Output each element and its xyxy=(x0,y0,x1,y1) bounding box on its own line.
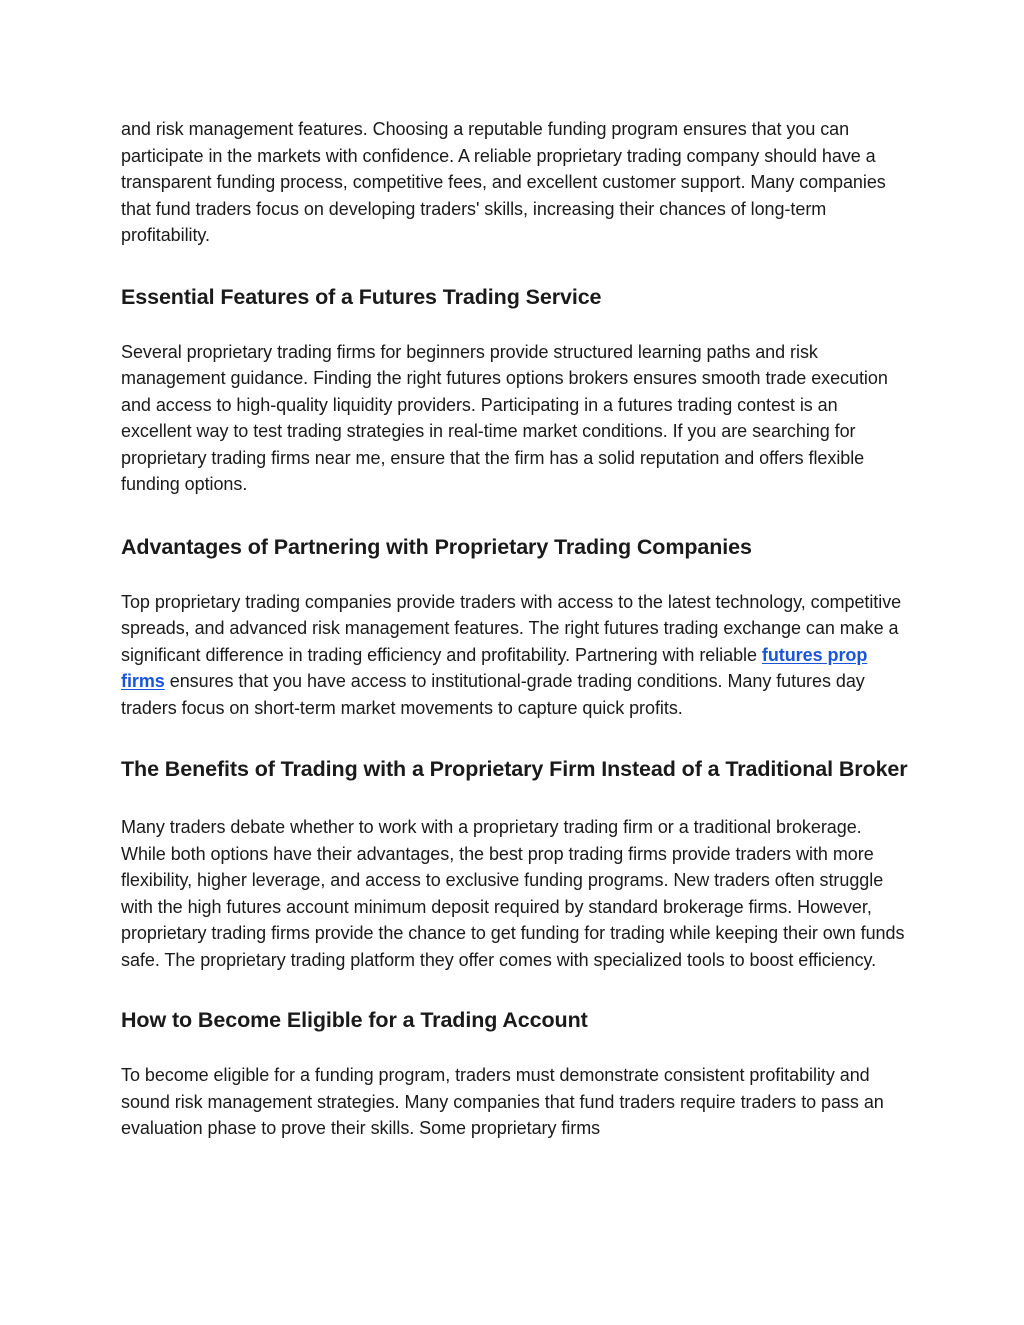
paragraph-text-before-link: Top proprietary trading companies provide traders with access to the latest technology, competitive spreads, and advanced risk management features. The right futures trading exchange can make a significant difference in trading efficiency and profitability. Partnering with reliable xyxy=(121,591,902,665)
section-paragraph-proprietary-vs-broker: Many traders debate whether to work with a proprietary trading firm or a traditional brokerage. While both options have their advantages, the best prop trading firms provide traders with more flexibility, higher leverage, and access to exclusive funding programs. New traders often struggle with the high futures account minimum deposit required by standard brokerage firms. However, proprietary trading firms provide the chance to get funding for trading while keeping their own funds safe. The proprietary trading platform they offer comes with specialized tools to boost efficiency. xyxy=(121,817,905,970)
futures-prop-firms-link[interactable]: futures prop firms xyxy=(121,644,868,691)
section-paragraph-futures-trading-service: Several proprietary trading firms for beginners provide structured learning paths and risk management guidance. Finding the right futures options brokers ensures smooth trade execution and access to high-quality liquidity providers. Participating in a futures trading contest is an excellent way to test trading strategies in real-time market conditions. If you are searching for proprietary trading firms near me, ensure that the firm has a solid reputation and offers flexible funding options. xyxy=(121,341,888,494)
section-heading-proprietary-vs-broker: The Benefits of Trading with a Proprietary Firm Instead of a Traditional Broker xyxy=(121,757,908,781)
section-heading-eligibility: How to Become Eligible for a Trading Account xyxy=(121,1008,588,1032)
intro-paragraph: and risk management features. Choosing a reputable funding program ensures that you can participate in the markets with confidence. A reliable proprietary trading company should have a transparent funding process, competitive fees, and excellent customer support. Many companies that fund traders focus on developing traders' skills, increasing their chances of long-term profitability. xyxy=(121,119,886,245)
section-heading-partnering-advantages: Advantages of Partnering with Proprietary Trading Companies xyxy=(121,534,752,559)
section-heading-futures-trading-service: Essential Features of a Futures Trading Service xyxy=(121,284,602,309)
paragraph-text-after-link: ensures that you have access to institutional-grade trading conditions. Many futures day traders focus on short-term market movements to capture quick profits. xyxy=(121,671,865,718)
section-paragraph-partnering-advantages xyxy=(121,589,911,722)
section-paragraph-eligibility: To become eligible for a funding program, traders must demonstrate consistent profitability and sound risk management strategies. Many companies that fund traders require traders to pass an evaluation phase to prove their skills. Some proprietary firms xyxy=(121,1065,884,1138)
document-page xyxy=(121,116,911,1142)
